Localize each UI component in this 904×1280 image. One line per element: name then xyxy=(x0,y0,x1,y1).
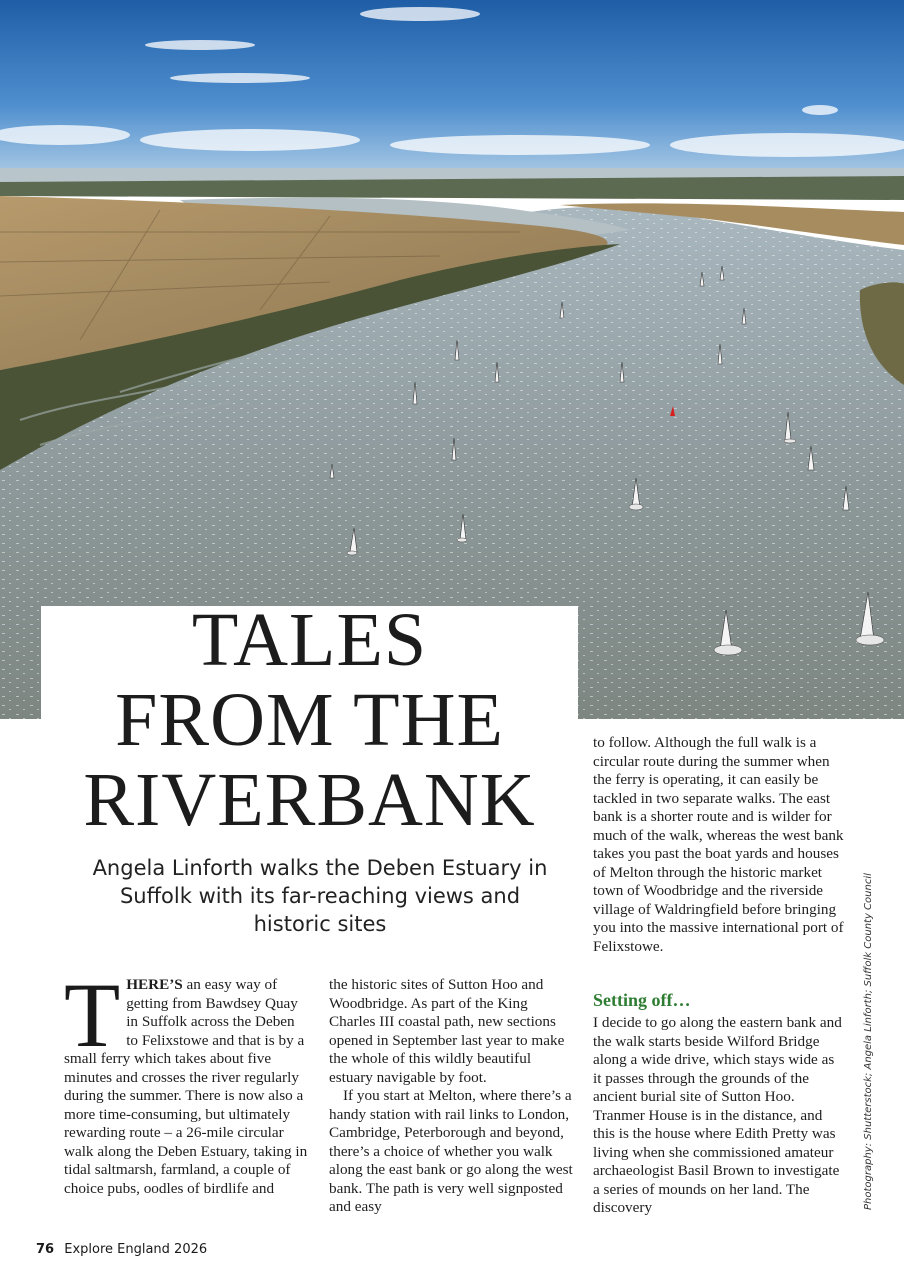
page-footer xyxy=(36,1242,207,1257)
photo-credit: Photography: Shutterstock; Angela Linforth; Suffolk County Council xyxy=(863,873,874,1210)
title-line-1: TALES xyxy=(191,598,428,682)
page-number: 76 xyxy=(36,1242,55,1257)
intro-paragraph xyxy=(64,964,310,1198)
photo-credit-container xyxy=(861,873,877,1215)
body-column-2 xyxy=(329,976,577,1217)
standfirst: Angela Linforth walks the Deben Estuary in Suffolk with its far-reaching views and historic sites xyxy=(92,856,548,936)
article-title xyxy=(41,600,578,840)
body-column-1 xyxy=(64,964,310,1198)
lead-in: HERE’S xyxy=(126,976,183,993)
title-line-2: FROM THE xyxy=(115,678,504,762)
section-subhead: Setting off… xyxy=(593,990,691,1010)
col3-paragraph-2: I decide to go along the eastern bank and the walk starts beside Wilford Bridge along a wide drive, which stays wide as it passes through the grounds of the ancient burial site of Sutton Hoo. Tranmer House is in the distance, and this is the house where Edith Pretty was living when she commissioned amateur archaeologist Basil Brown to investigate a series of mounds on her land. The discovery xyxy=(593,1014,842,1216)
col2-paragraph-1: the historic sites of Sutton Hoo and Woodbridge. As part of the King Charles III coastal path, new sections opened in September last year to make the whole of this wildly beautiful estuary navigable by foot. xyxy=(329,976,565,1086)
publication-name: Explore England 2026 xyxy=(64,1242,208,1257)
drop-cap: T xyxy=(64,964,121,1066)
col2-paragraph-2: If you start at Melton, where there’s a handy station with rail links to London, Cambridge, Peterborough and beyond, there’s a choice of whether you walk along the east bank or go along the west bank. The path is very well signposted and easy xyxy=(329,1087,573,1215)
col1-text: an easy way of getting from Bawdsey Quay in Suffolk across the Deben to Felixstowe and that is by a small ferry which takes about five minutes and crosses the river regularly during the summer. There is now also a more time-consuming, but ultimately rewarding route – a 26-mile circular walk along the Deben Estuary, taking in tidal saltmarsh, farmland, a couple of choice pubs, oodles of birdlife and xyxy=(64,976,308,1197)
body-column-3 xyxy=(593,734,845,956)
title-line-3: RIVERBANK xyxy=(83,758,536,842)
body-column-3-continued xyxy=(593,1014,845,1218)
col3-paragraph-1: to follow. Although the full walk is a circular route during the summer when the ferry is operating, it can easily be tackled in two separate walks. The east bank is a shorter route and is wilder for much of the walk, whereas the west bank takes you past the boat yards and houses of Melton through the historic market town of Woodbridge and the riverside village of Waldringfield before bringing you into the massive international port of Felixstowe. xyxy=(593,734,844,955)
